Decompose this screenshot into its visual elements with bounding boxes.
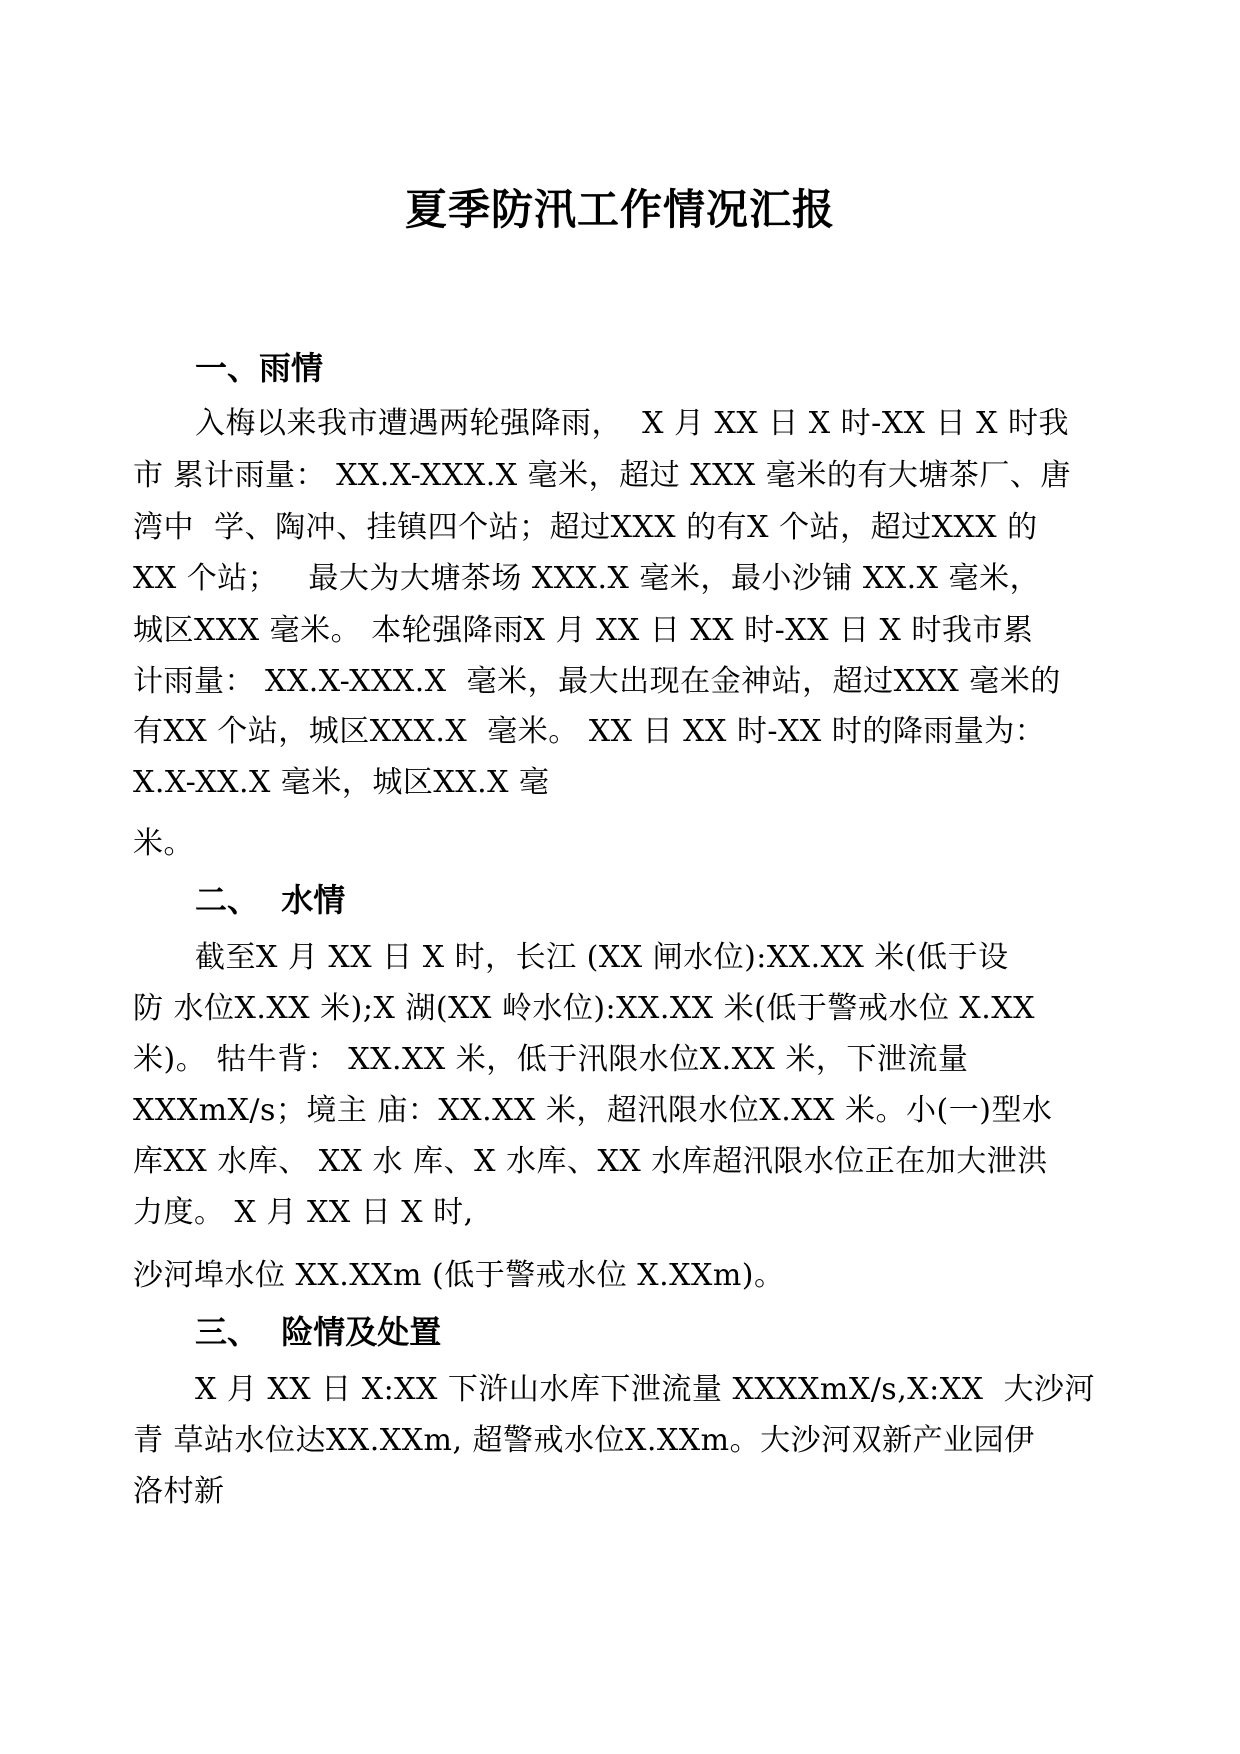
document-title: 夏季防汛工作情况汇报	[404, 185, 835, 234]
paragraph-line: XXXmX/s；境主 庙：XX.XX 米，超汛限水位X.XX 米。小(一)型水	[133, 1093, 1053, 1128]
paragraph-line: 城区XXX 毫米。 本轮强降雨X 月 XX 日 XX 时-XX 日 X 时我市累	[133, 613, 1034, 648]
paragraph-line: 入梅以来我市遭遇两轮强降雨， X 月 XX 日 X 时-XX 日 X 时我	[195, 406, 1069, 441]
paragraph-line: 库XX 水库、 XX 水 库、X 水库、XX 水库超汛限水位正在加大泄洪	[133, 1144, 1048, 1179]
paragraph-line: 米)。 牯牛背： XX.XX 米，低于汛限水位X.XX 米，下泄流量	[133, 1042, 969, 1077]
paragraph-line: 力度。 X 月 XX 日 X 时,	[133, 1195, 474, 1230]
paragraph-line: 有XX 个站，城区XXX.X 毫米。 XX 日 XX 时-XX 时的降雨量为：	[133, 714, 1046, 749]
paragraph-line: 市 累计雨量： XX.X-XXX.X 毫米，超过 XXX 毫米的有大塘茶厂、唐	[133, 458, 1071, 493]
paragraph-line: XX 个站； 最大为大塘茶场 XXX.X 毫米，最小沙铺 XX.X 毫米，	[133, 561, 1041, 596]
paragraph-line: 洛村新	[133, 1474, 225, 1509]
paragraph-line: 米。	[133, 826, 194, 861]
section-heading-danger: 三、 险情及处置	[195, 1313, 442, 1351]
paragraph-line: 沙河埠水位 XX.XXm (低于警戒水位 X.XXm)。	[133, 1258, 785, 1293]
paragraph-line: X.X-XX.X 毫米，城区XX.X 毫	[133, 765, 550, 800]
paragraph-line: 计雨量： XX.X-XXX.X 毫米，最大出现在金神站，超过XXX 毫米的	[133, 664, 1061, 699]
paragraph-line: 湾中 学、陶冲、挂镇四个站；超过XXX 的有X 个站，超过XXX 的	[133, 510, 1038, 545]
paragraph-line: X 月 XX 日 X:XX 下浒山水库下泄流量 XXXXmX/s,X:XX 大沙河	[195, 1372, 1095, 1407]
paragraph-line: 青 草站水位达XX.XXm, 超警戒水位X.XXm。大沙河双新产业园伊	[133, 1423, 1035, 1458]
paragraph-line: 截至X 月 XX 日 X 时，长江 (XX 闸水位):XX.XX 米(低于设	[195, 940, 1009, 975]
section-heading-rain: 一、雨情	[195, 349, 324, 387]
paragraph-line: 防 水位X.XX 米);X 湖(XX 岭水位):XX.XX 米(低于警戒水位 X.XX	[133, 991, 1036, 1026]
section-heading-water: 二、 水情	[195, 881, 346, 919]
